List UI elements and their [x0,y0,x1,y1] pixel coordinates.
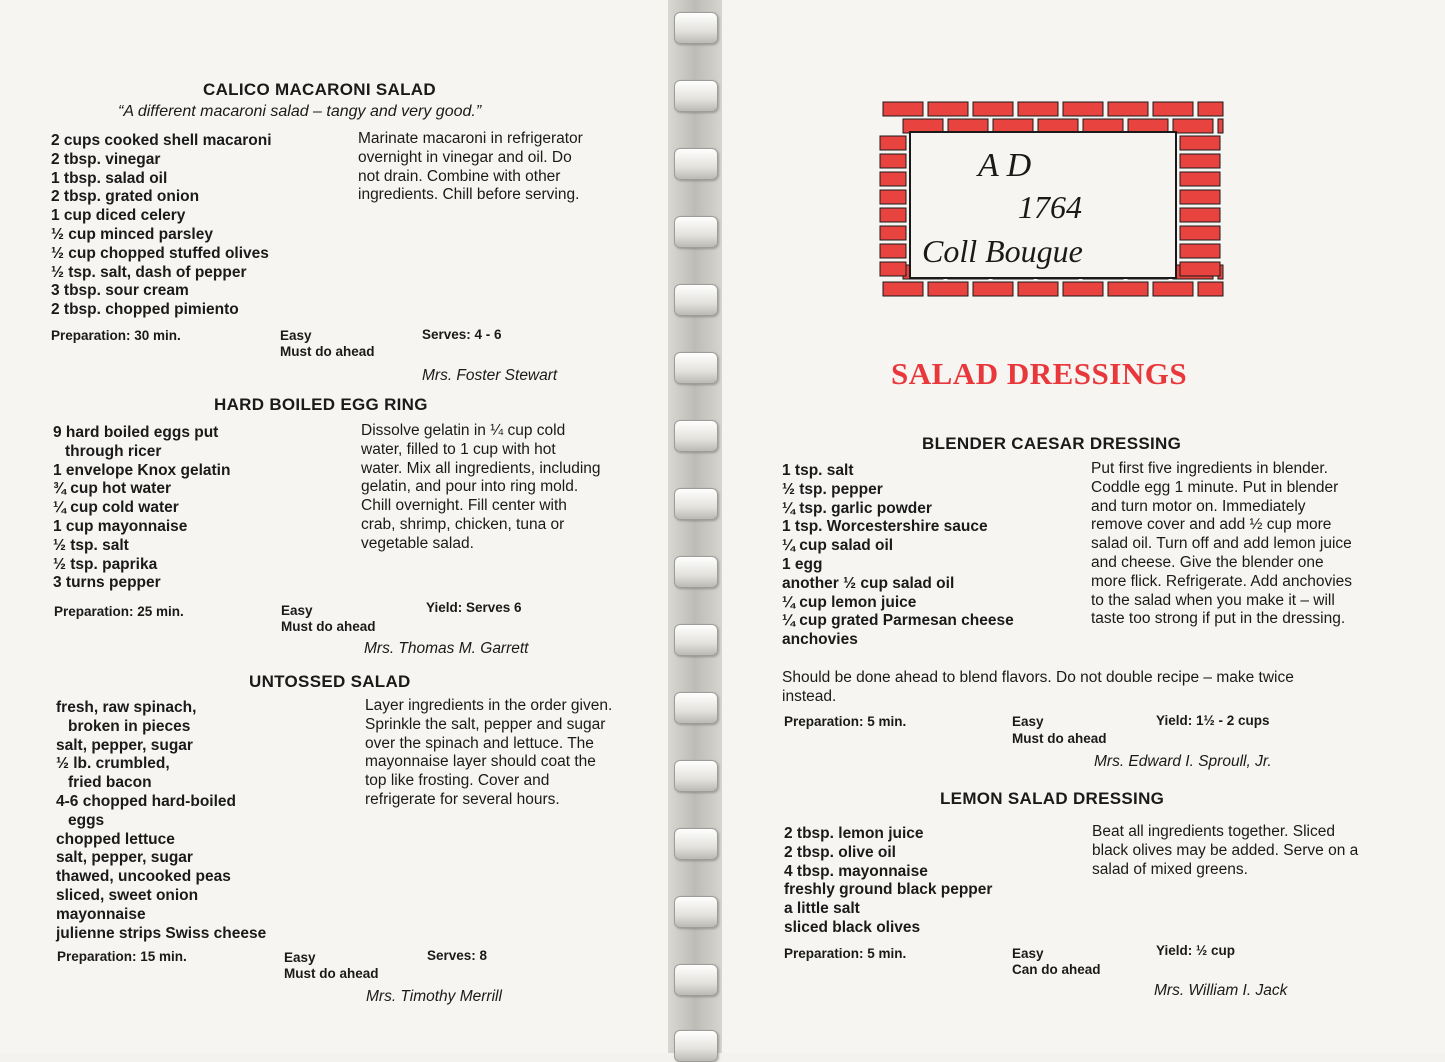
ingredient: broken in pieces [68,717,191,735]
difficulty: Easy [1012,946,1044,961]
ingredient: freshly ground black pepper [784,881,993,899]
brick [880,136,906,150]
logo-brick-frame [878,100,1228,300]
prep-time: Preparation: 25 min. [54,604,184,619]
recipe-author: Mrs. Foster Stewart [422,367,558,384]
recipe-note: Should be done ahead to blend flavors. Do not double recipe – make twice instead. [782,669,1294,705]
ingredient: through ricer [65,442,162,460]
ingredient: chopped lettuce [56,830,175,848]
ingredient: ½ tsp. salt [53,536,129,554]
brick [1083,119,1123,133]
binding-ring [674,1030,718,1062]
ingredient: 1 egg [782,555,823,573]
do-ahead: Must do ahead [280,344,375,359]
brick [1153,282,1193,296]
ingredient: 1 tbsp. salad oil [51,169,168,187]
ingredient: ½ cup chopped stuffed olives [51,244,269,262]
do-ahead: Must do ahead [281,619,376,634]
binding-ring [674,488,718,520]
brick [883,282,923,296]
ingredient-list [51,132,272,320]
brick [880,154,906,168]
ingredient-list [782,462,1014,650]
servings: Yield: 1½ - 2 cups [1156,713,1270,728]
brick [973,282,1013,296]
binding-ring [674,964,718,996]
ingredient: 1 tsp. salt [782,462,854,479]
brick [1128,119,1168,133]
ingredient: 1 tsp. Worcestershire sauce [782,518,988,536]
binding-ring [674,896,718,928]
binding-ring [674,12,718,44]
binding-ring [674,80,718,112]
brick [1018,102,1058,116]
ingredient: 9 hard boiled eggs put [53,424,219,441]
ingredient: 1 envelope Knox gelatin [53,461,231,479]
recipe-author: Mrs. Edward I. Sproull, Jr. [1094,753,1272,770]
difficulty: Easy [284,950,316,965]
brick [993,119,1033,133]
brick [1180,244,1220,258]
recipe-title: HARD BOILED EGG RING [214,395,428,414]
ingredient: 1 cup mayonnaise [53,517,188,535]
servings: Serves: 8 [427,948,488,963]
brick [903,119,943,133]
brick [883,102,923,116]
brick [1180,154,1220,168]
binding-ring [674,420,718,452]
brick [1198,102,1223,116]
brick [880,208,906,222]
recipe-directions: Marinate macaroni in refrigerator overnight in vinegar and oil. Do not drain. Combine with other ingredients. Chill before serving. [358,130,583,204]
ingredient: mayonnaise [56,905,146,923]
binding-ring [674,284,718,316]
binding-ring [674,148,718,180]
recipe-title: UNTOSSED SALAD [249,672,411,691]
brick [1218,119,1223,133]
logo-line-1: A D [978,147,1032,184]
ingredient: 2 tbsp. vinegar [51,150,161,168]
brick [880,244,906,258]
ingredient: thawed, uncooked peas [56,868,231,886]
ingredient: 1 cup diced celery [51,207,186,225]
ingredient: ½ lb. crumbled, [56,755,170,773]
recipe-title: LEMON SALAD DRESSING [940,789,1165,808]
ingredient-list [53,424,230,593]
ingredient: 2 cups cooked shell macaroni [51,132,272,149]
ingredient: a little salt [784,900,860,918]
ingredient: ¾ cup hot water [53,480,171,498]
ingredient: 2 tbsp. lemon juice [784,825,924,842]
prep-time: Preparation: 5 min. [784,946,907,961]
ingredient: ½ tsp. paprika [53,555,158,573]
section-heading: SALAD DRESSINGS [891,356,1188,391]
brick [973,102,1013,116]
ingredient: salt, pepper, sugar [56,736,193,754]
servings: Yield: ½ cup [1156,943,1236,958]
brick [1108,282,1148,296]
brick [1180,172,1220,186]
ingredient: 4-6 chopped hard-boiled [56,792,236,810]
ingredient: 2 tbsp. grated onion [51,188,200,206]
ingredient: fresh, raw spinach, [56,699,197,716]
ingredient: 3 turns pepper [53,574,161,592]
recipe-directions: Layer ingredients in the order given. Sprinkle the salt, pepper and sugar over the spinach and lettuce. The mayonnaise layer should coat the top like frosting. Cover and refrigerate for several hours. [365,697,613,808]
prep-time: Preparation: 15 min. [57,949,187,964]
ingredient: ¼ tsp. garlic powder [782,499,932,517]
binding-ring [674,556,718,588]
logo-line-2: 1764 [1018,189,1082,225]
difficulty: Easy [1012,714,1044,729]
recipe-directions: Put first five ingredients in blender. Coddle egg 1 minute. Put in blender and turn motor on. Immediately remove cover and add ½ cup more salad oil. Turn off and add lemon juice and cheese. Give the blender one more flick. Refrigerate. Add anchovies to the salad when you make it – will taste too strong if put in the dressing. [1091,460,1353,628]
ingredient: sliced, sweet onion [56,886,199,904]
binding-ring [674,352,718,384]
recipe-title: CALICO MACARONI SALAD [203,80,436,99]
do-ahead: Can do ahead [1012,962,1101,977]
brick [1180,262,1220,276]
binding-ring [674,692,718,724]
ingredient: sliced black olives [784,918,921,936]
brick [1063,282,1103,296]
logo-line-3: Coll Bougue [922,233,1083,269]
brick [928,282,968,296]
brick [928,102,968,116]
brick [1063,102,1103,116]
brick [1173,119,1213,133]
binding-ring [674,828,718,860]
servings: Yield: Serves 6 [426,600,522,615]
brick [1198,282,1223,296]
ingredient-list [784,825,992,938]
ingredient: 3 tbsp. sour cream [51,282,189,300]
ingredient: 2 tbsp. olive oil [784,843,896,861]
difficulty: Easy [280,328,312,343]
ingredient: ½ tsp. pepper [782,480,883,498]
servings: Serves: 4 - 6 [422,327,502,342]
brick [948,119,988,133]
brick [880,172,906,186]
binding-ring [674,216,718,248]
ingredient-list [56,699,266,943]
brick [1108,102,1148,116]
prep-time: Preparation: 30 min. [51,328,181,343]
brick [880,226,906,240]
brick [1180,190,1220,204]
do-ahead: Must do ahead [1012,731,1107,746]
brick [880,190,906,204]
recipe-author: Mrs. Thomas M. Garrett [364,640,529,657]
ingredient: ½ tsp. salt, dash of pepper [51,263,247,281]
brick [1180,208,1220,222]
ingredient: fried bacon [68,774,152,792]
ingredient: julienne strips Swiss cheese [56,924,267,942]
brick [1018,282,1058,296]
recipe-author: Mrs. Timothy Merrill [366,988,502,1005]
prep-time: Preparation: 5 min. [784,714,907,729]
ingredient: another ½ cup salad oil [782,574,955,592]
brick [1180,226,1220,240]
brick [880,262,906,276]
difficulty: Easy [281,603,313,618]
binding-ring [674,760,718,792]
recipe-tagline: “A different macaroni salad – tangy and very good.” [118,103,482,120]
ingredient: 4 tbsp. mayonnaise [784,862,928,880]
ingredient: anchovies [782,631,858,649]
do-ahead: Must do ahead [284,966,379,981]
ingredient: ¼ cup lemon juice [782,593,917,611]
recipe-title: BLENDER CAESAR DRESSING [922,434,1182,453]
binding-ring [674,624,718,656]
ingredient: salt, pepper, sugar [56,849,193,867]
ingredient: ¼ cup cold water [53,499,179,517]
ingredient: ½ cup minced parsley [51,225,213,243]
brick [1180,136,1220,150]
recipe-directions: Beat all ingredients together. Sliced black olives may be added. Serve on a salad of mixed greens. [1092,823,1359,878]
ingredient: 2 tbsp. chopped pimiento [51,301,239,319]
brick [1153,102,1193,116]
recipe-author: Mrs. William I. Jack [1154,982,1288,999]
ingredient: ¼ cup salad oil [782,537,894,555]
brick [1038,119,1078,133]
ingredient: ¼ cup grated Parmesan cheese [782,612,1014,630]
ingredient: eggs [68,811,105,829]
recipe-directions: Dissolve gelatin in ¼ cup cold water, filled to 1 cup with hot water. Mix all ingredients, including gelatin, and pour into ring mold. Chill overnight. Fill center with crab, shrimp, chicken, tuna or vegetable salad. [361,422,601,552]
